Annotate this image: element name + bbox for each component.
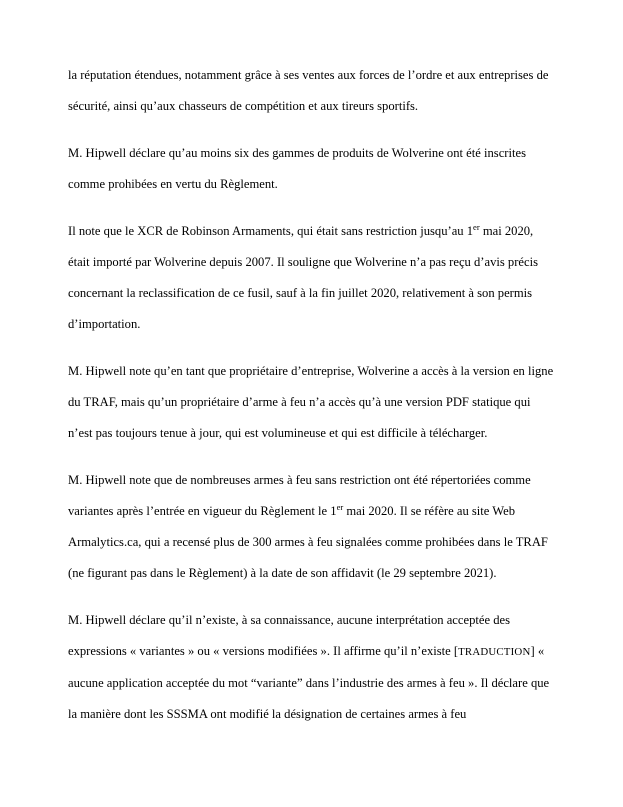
paragraph-armalytics-text-1: M. Hipwell note que de nombreuses armes à feu sans restriction ont été répertoriées comme variantes après l’entrée en vigueur du Règlement le 1 <box>68 473 531 518</box>
paragraph-variante-text-2: ] « aucune application acceptée du mot “variante” dans l’industrie des armes à feu ». Il déclare que la manière dont les SSSMA ont modifié la désignation de certaines armes à feu <box>68 644 550 721</box>
document-body <box>68 60 555 730</box>
paragraph-hipwell-six-gammes: M. Hipwell déclare qu’au moins six des gammes de produits de Wolverine ont été inscrites comme prohibées en vertu du Règlement. <box>68 146 526 191</box>
paragraph-xcr-text-1: Il note que le XCR de Robinson Armaments, qui était sans restriction jusqu’au <box>68 224 467 238</box>
paragraph-xcr-robinson <box>68 216 555 340</box>
paragraph-armalytics <box>68 465 555 589</box>
paragraph-xcr-text-2: mai 2020, était importé par Wolverine depuis 2007. Il souligne que Wolverine n’a pas reçu d’avis précis concernant la reclassification de ce fusil, sauf à la fin juillet 2020, relativement à son permis d’importation. <box>68 224 538 331</box>
paragraph-traf-access: M. Hipwell note qu’en tant que propriétaire d’entreprise, Wolverine a accès à la version en ligne du TRAF, mais qu’un propriétaire d’arme à feu n’a accès qu’à une version PDF statique qui n’est pas toujours tenue à jour, qui est volumineuse et qui est difficile à télécharger. <box>68 364 554 440</box>
ordinal-superscript-er-2: er <box>336 501 344 512</box>
paragraph-armalytics-text-2: mai 2020. Il se réfère au site Web Armalytics.ca, qui a recensé plus de 300 armes à feu signalées comme prohibées dans le TRAF (ne figurant pas dans le Règlement) à la date de son affidavit (le 29 septembre 2021). <box>68 504 548 580</box>
paragraph-interpretation-variante <box>68 605 555 730</box>
ordinal-superscript-er: er <box>473 221 480 232</box>
paragraph-variante-text-1: M. Hipwell déclare qu’il n’existe, à sa connaissance, aucune interprétation acceptée des expressions « variantes » ou « versions modifiées ». Il affirme qu’il n’existe [ <box>68 613 510 658</box>
paragraph-reputation: la réputation étendues, notamment grâce à ses ventes aux forces de l’ordre et aux entreprises de sécurité, ainsi qu’aux chasseurs de compétition et aux tireurs sportifs. <box>68 68 549 113</box>
translation-marker: TRADUCTION <box>458 646 531 658</box>
paragraph-xcr-date-prefix: 1 <box>466 224 474 238</box>
